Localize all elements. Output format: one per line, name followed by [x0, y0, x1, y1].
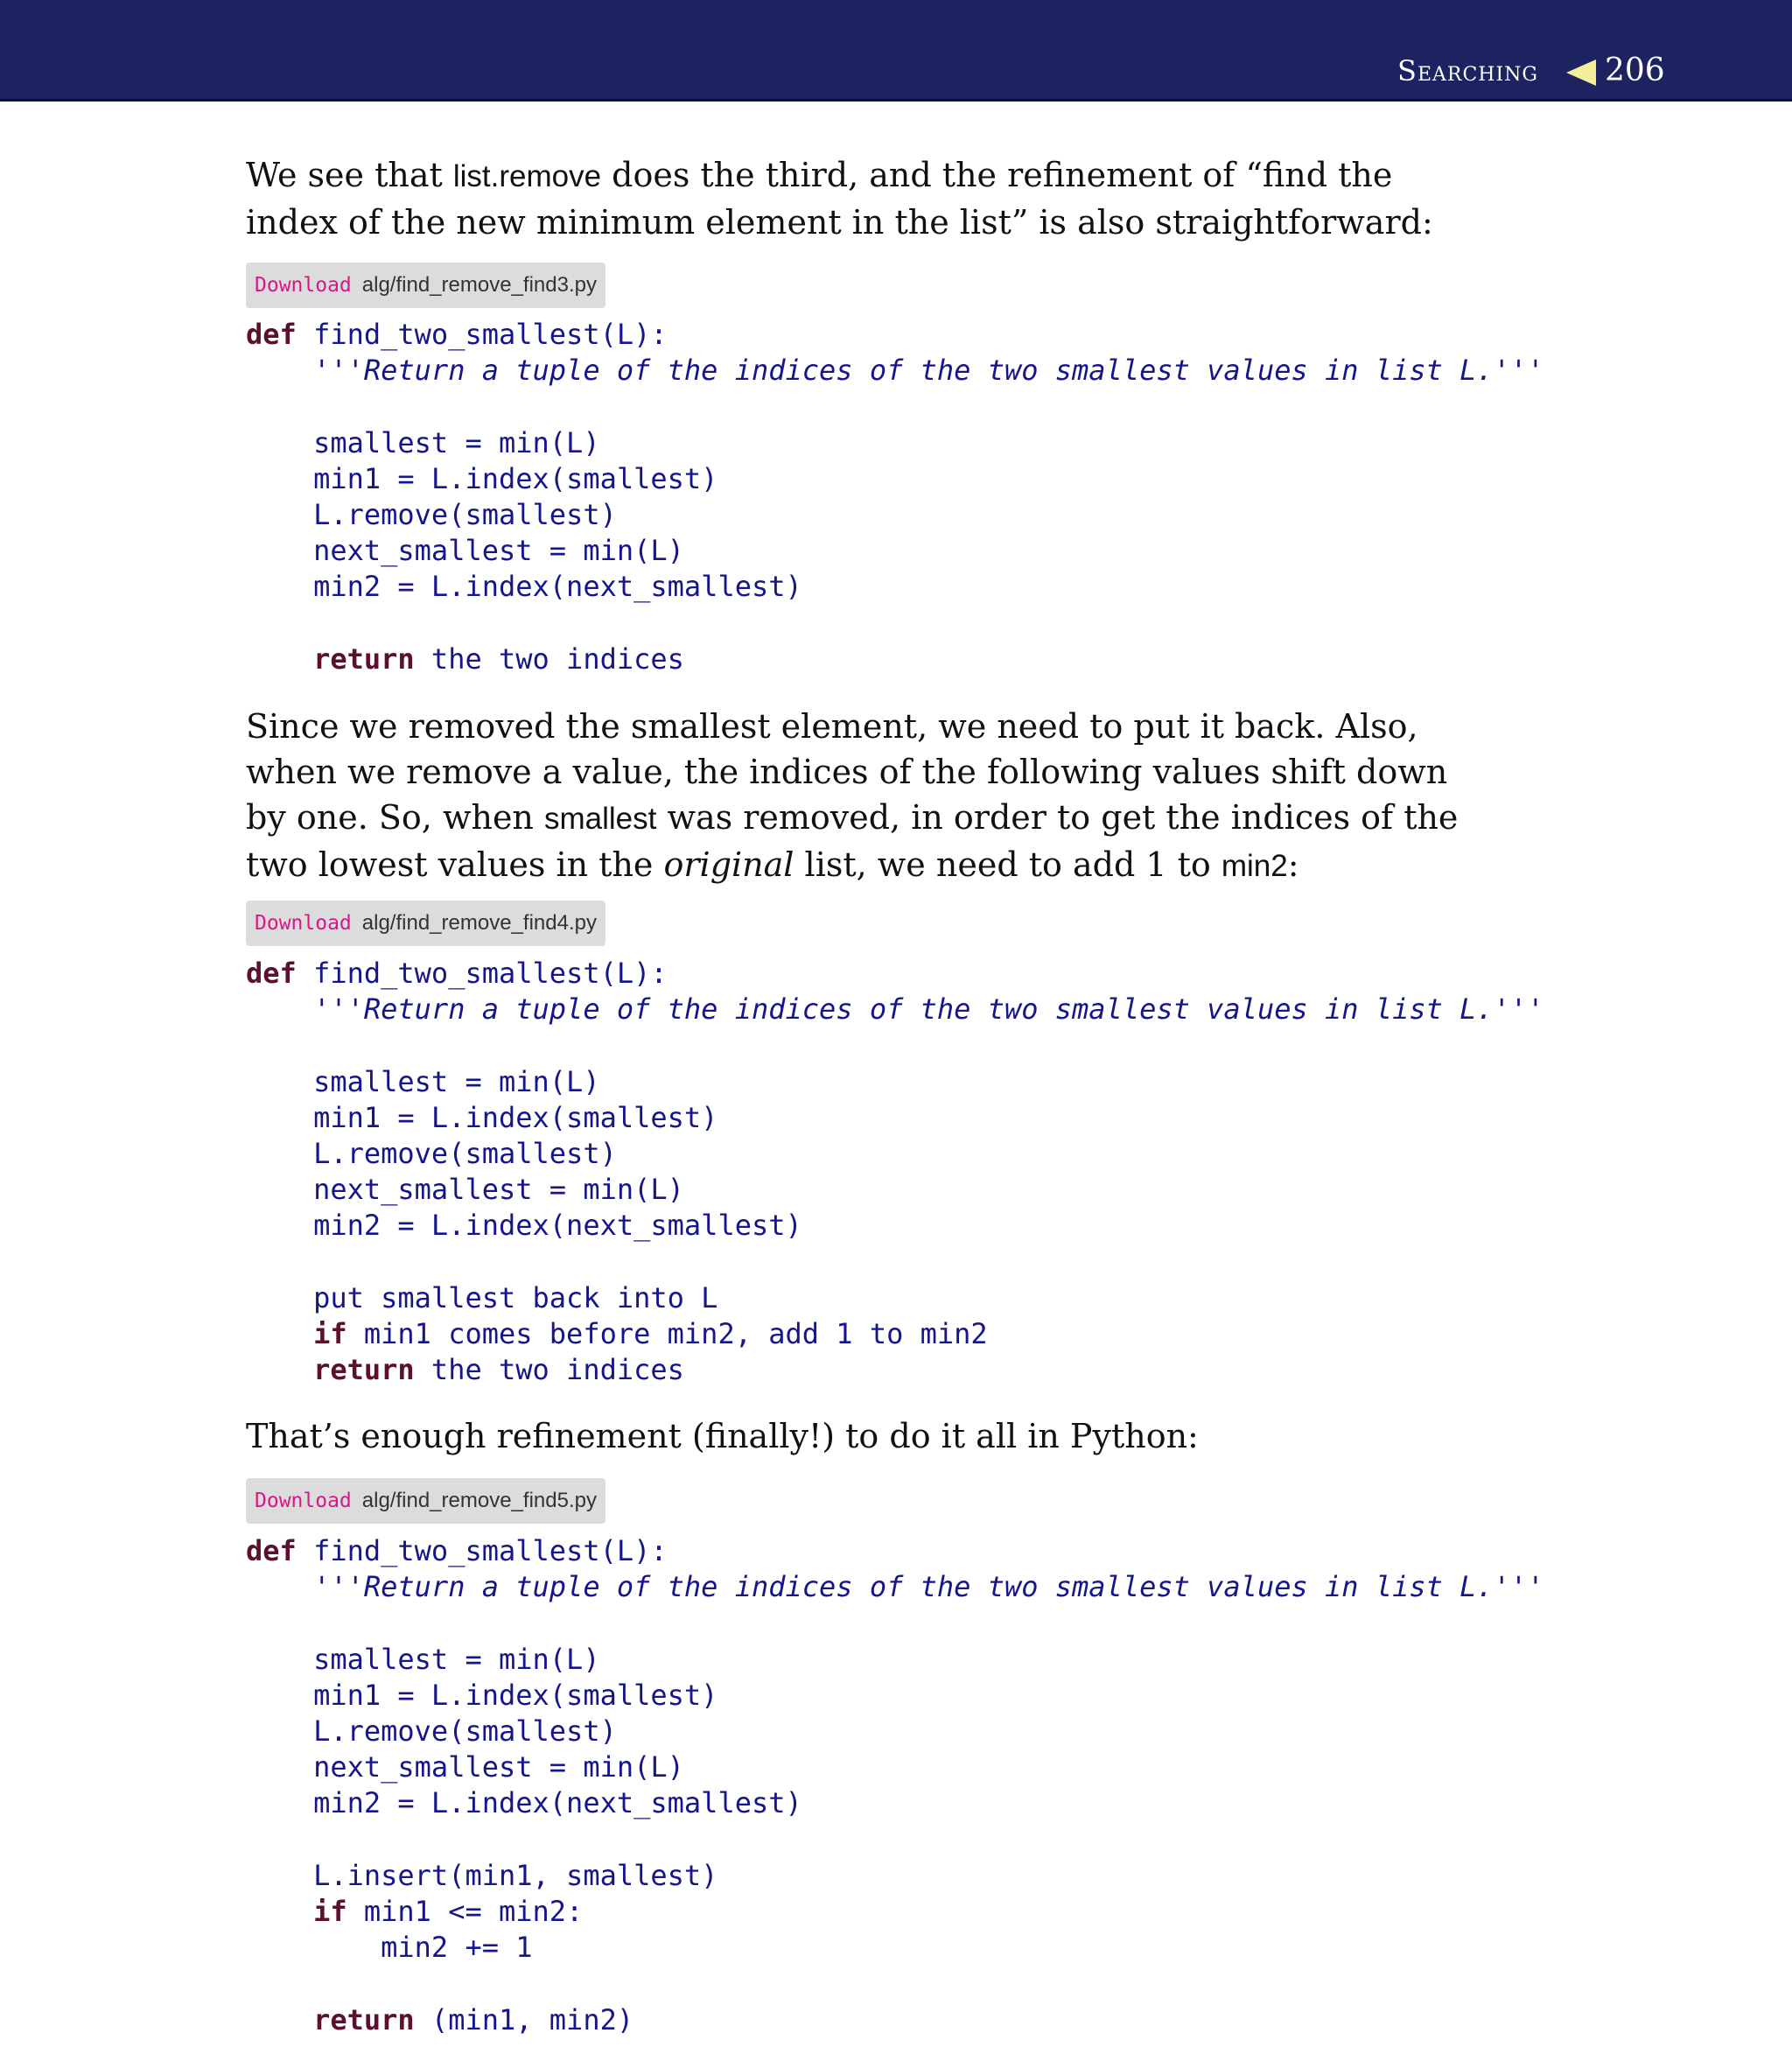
code-line: find_two_smallest(L): [296, 957, 668, 990]
keyword: def [246, 318, 297, 351]
download-label[interactable]: Download [255, 274, 352, 297]
paragraph-line: index of the new minimum element in the list” is also straightforward: [246, 203, 1433, 242]
paragraph-explanation [246, 704, 1459, 889]
code-line: next_smallest = min(L) [246, 534, 684, 568]
keyword: def [246, 957, 297, 990]
code-block-find4 [246, 956, 1544, 1388]
download-tag[interactable] [246, 263, 606, 308]
code-line: smallest = min(L) [246, 425, 600, 459]
text-span: two lowest values in the [246, 845, 664, 884]
text-span: list, we need to add 1 to [794, 845, 1222, 884]
docstring: '''Return a tuple of the indices of the two smallest values in list L.''' [246, 354, 1544, 388]
inline-code: smallest [543, 802, 657, 836]
paragraph-conclusion [246, 1413, 1389, 1459]
paragraph-line [246, 795, 1459, 842]
page-header [0, 0, 1792, 102]
code-line: min1 comes before min2, add 1 to min2 [346, 1317, 988, 1351]
code-line: L.remove(smallest) [246, 1137, 617, 1171]
text-span: was removed, in order to get the indices of the [656, 798, 1459, 837]
code-line: put smallest back into L [246, 1280, 718, 1314]
text-span: by one. So, when [246, 798, 544, 837]
code-line: min1 = L.index(smallest) [246, 1678, 718, 1712]
code-line: min2 = L.index(next_smallest) [246, 1786, 802, 1820]
paragraph-line [246, 842, 1389, 889]
code-line: (min1, min2) [414, 2002, 634, 2036]
code-line: find_two_smallest(L): [296, 318, 668, 351]
download-tag[interactable] [246, 1478, 606, 1524]
paragraph-line [246, 152, 1393, 200]
code-line: min2 = L.index(next_smallest) [246, 1209, 802, 1243]
text-span: : [1287, 845, 1299, 884]
keyword: return [313, 641, 415, 676]
keyword: return [313, 2002, 415, 2036]
paragraph-line: when we remove a value, the indices of the following values shift down [246, 753, 1448, 791]
download-label[interactable]: Download [255, 912, 352, 935]
docstring: '''Return a tuple of the indices of the two smallest values in list L.''' [246, 1570, 1544, 1604]
docstring: '''Return a tuple of the indices of the two smallest values in list L.''' [246, 992, 1544, 1027]
paragraph-line: That’s enough refinement (finally!) to do it all in Python: [246, 1417, 1199, 1455]
inline-code: list.remove [452, 159, 602, 193]
keyword: if [313, 1895, 347, 1929]
code-line: L.remove(smallest) [246, 498, 617, 532]
back-arrow-icon[interactable] [1566, 60, 1596, 86]
keyword: if [313, 1317, 347, 1351]
download-filename[interactable]: alg/find_remove_find5.py [361, 1489, 597, 1512]
code-line: min2 += 1 [246, 1931, 533, 1965]
code-block-find5 [246, 1533, 1544, 2038]
code-line: next_smallest = min(L) [246, 1750, 684, 1784]
code-line: L.remove(smallest) [246, 1714, 617, 1749]
code-line: min1 = L.index(smallest) [246, 1100, 718, 1134]
code-line: smallest = min(L) [246, 1064, 600, 1098]
paragraph-intro [246, 152, 1433, 245]
section-title: Searching [1397, 54, 1538, 88]
code-line: L.insert(min1, smallest) [246, 1858, 718, 1892]
code-line: min1 = L.index(smallest) [246, 461, 718, 495]
download-tag[interactable] [246, 901, 606, 946]
emphasis: original [663, 845, 794, 884]
text-span: We see that [246, 156, 453, 194]
code-line: the two indices [414, 1353, 684, 1387]
code-line: min1 <= min2: [346, 1895, 584, 1929]
paragraph-line: Since we removed the smallest element, we need to put it back. Also, [246, 707, 1418, 746]
keyword: def [246, 1534, 297, 1567]
download-filename[interactable]: alg/find_remove_find4.py [361, 911, 597, 935]
code-line: min2 = L.index(next_smallest) [246, 570, 802, 604]
code-line: smallest = min(L) [246, 1642, 600, 1676]
code-line: next_smallest = min(L) [246, 1173, 684, 1207]
inline-code: min2 [1221, 849, 1288, 883]
text-span: does the third, and the refinement of “find the [601, 156, 1393, 194]
code-line: find_two_smallest(L): [296, 1534, 668, 1567]
page-number: 206 [1605, 53, 1665, 88]
keyword: return [313, 1353, 415, 1387]
download-filename[interactable]: alg/find_remove_find3.py [361, 273, 597, 297]
code-block-find3 [246, 317, 1544, 677]
code-line: the two indices [414, 641, 684, 676]
download-label[interactable]: Download [255, 1490, 352, 1512]
